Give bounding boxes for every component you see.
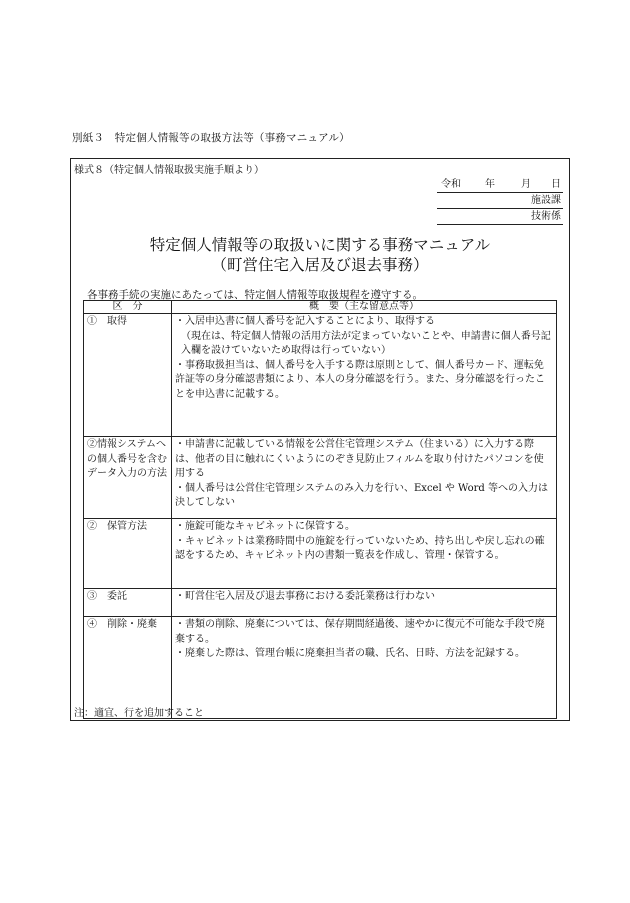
date-signature-block — [437, 177, 563, 225]
date-era: 令和 — [441, 179, 461, 190]
intro-text: 各事務手続の実施にあたっては、特定個人情報等取扱規程を遵守する。 — [87, 289, 423, 301]
summary-line: ・書類の削除、廃棄については、保存期間経過後、速やかに復元不可能な手段で廃棄する。 — [175, 619, 545, 645]
summary-line: （現在は、特定個人情報の活用方法が定まっていないことや、申請書に個人番号記入欄を設けていないため取得は行っていない） — [181, 330, 551, 356]
row-summary — [172, 617, 557, 719]
date-year: 年 — [485, 179, 495, 190]
form-label: 様式８（特定個人情報取扱実施手順より） — [74, 165, 264, 176]
row-category: ③ 委託 — [84, 589, 172, 617]
document-header: 別紙３ 特定個人情報等の取扱方法等（事務マニュアル） — [72, 132, 350, 144]
header-category: 区 分 — [84, 301, 172, 314]
manual-title — [71, 235, 569, 275]
row-category: ① 取得 — [84, 314, 172, 437]
row-category: ②情報システムへの個人番号を含むデータ入力の方法 — [84, 437, 172, 519]
date-line — [437, 177, 563, 193]
table-row — [84, 519, 557, 589]
summary-line: ・廃棄した際は、管理台帳に廃棄担当者の職、氏名、日時、方法を記録する。 — [175, 648, 525, 659]
row-summary — [172, 314, 557, 437]
summary-line: ・施錠可能なキャビネットに保管する。 — [175, 521, 355, 532]
procedure-table — [83, 300, 557, 719]
form-frame — [70, 158, 570, 721]
date-month: 月 — [521, 179, 531, 190]
summary-line: ・町営住宅入居及び退去事務における委託業務は行わない — [175, 591, 435, 602]
row-category: ④ 削除・廃棄 — [84, 617, 172, 719]
row-summary — [172, 519, 557, 589]
title-line-1: 特定個人情報等の取扱いに関する事務マニュアル — [149, 236, 491, 254]
summary-line: ・事務取扱担当は、個人番号を入手する際は原則として、個人番号カード、運転免許証等の身分確認書類により、本人の身分確認を行う。また、身分確認を行ったことを申込書に記載する。 — [175, 359, 545, 400]
summary-line: ・入居申込書に個人番号を記入することにより、取得する — [175, 316, 435, 327]
department-label: 施設課 — [437, 193, 563, 209]
footnote: 注：適宜、行を追加すること — [74, 708, 204, 719]
date-day: 日 — [551, 179, 561, 190]
section-label: 技術係 — [437, 209, 563, 225]
row-category: ② 保管方法 — [84, 519, 172, 589]
summary-line: ・キャビネットは業務時間中の施錠を行っていないため、持ち出しや戻し忘れの確認をするため、キャビネット内の書類一覧表を作成し、管理・保管する。 — [175, 535, 545, 561]
summary-line: ・申請書に記載している情報を公営住宅管理システム（住まいる）に入力する際は、他者の目に触れにくいようにのぞき見防止フィルムを取り付けたパソコンを使用する — [175, 439, 544, 479]
title-line-2: （町営住宅入居及び退去事務） — [211, 256, 429, 274]
table-row — [84, 437, 557, 519]
header-summary: 概 要（主な留意点等） — [172, 301, 557, 314]
summary-line: ・個人番号は公営住宅管理システムのみ入力を行い、Excel や Word 等への入力は決してしない — [175, 482, 548, 508]
row-summary — [172, 589, 557, 617]
table-header-row — [84, 301, 557, 314]
row-summary — [172, 437, 557, 519]
table-row — [84, 589, 557, 617]
table-row — [84, 314, 557, 437]
